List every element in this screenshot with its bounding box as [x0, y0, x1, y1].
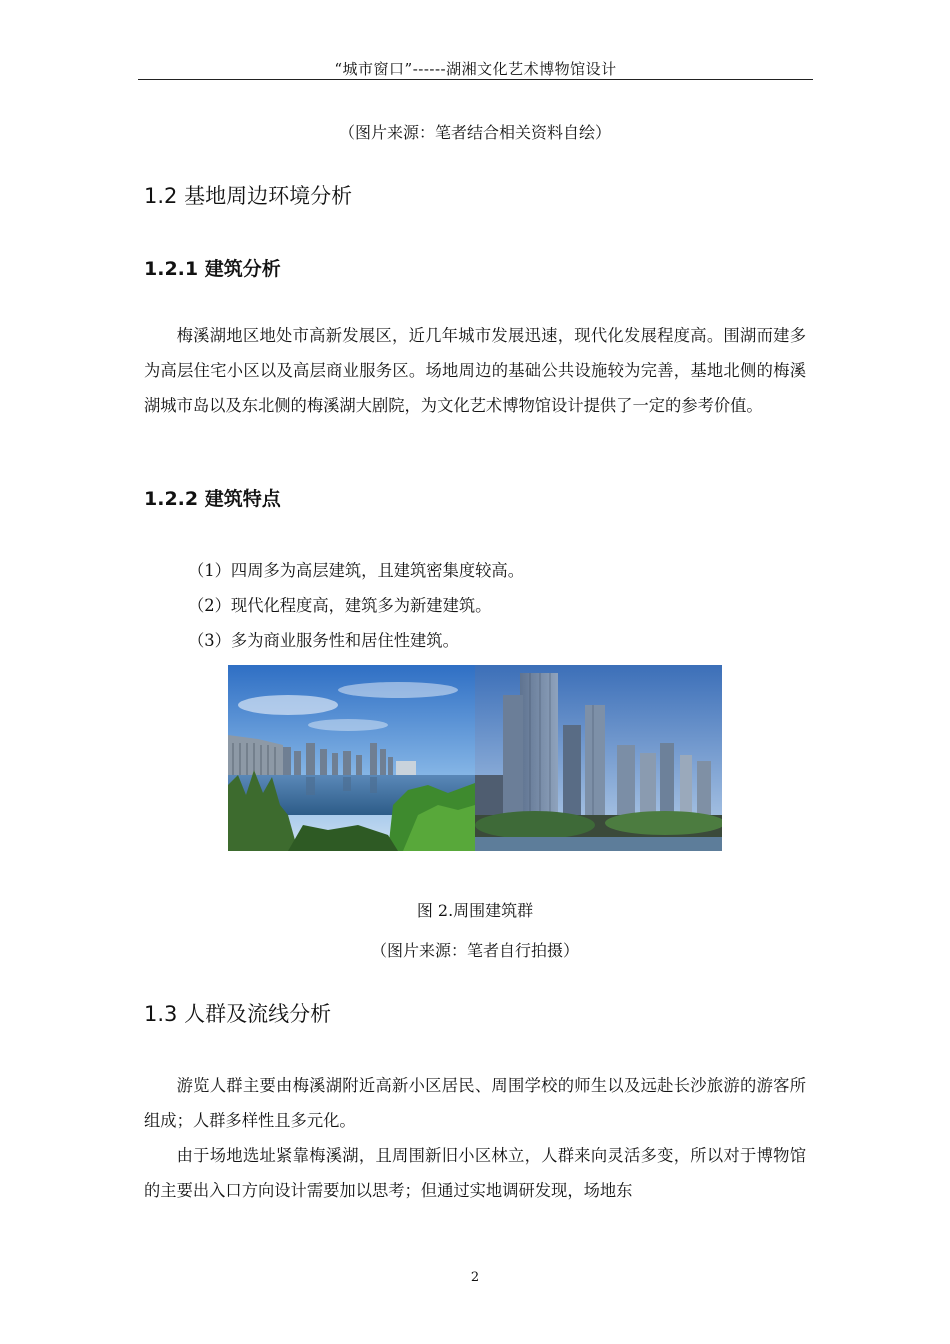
paragraph-visitors: 游览人群主要由梅溪湖附近高新小区居民、周围学校的师生以及远赴长沙旅游的游客所组成；人群多样性且多元化。 [144, 1076, 806, 1130]
high-rise-cluster-image [475, 665, 722, 851]
section-heading-1-3: 1.3 人群及流线分析 [144, 1002, 332, 1026]
figure2-source: （图片来源：笔者自行拍摄） [370, 941, 579, 960]
figure2-photos [228, 665, 722, 851]
figure2-caption: 图 2.周围建筑群 [416, 901, 534, 920]
section-heading-1-2-1: 1.2.1 建筑分析 [144, 258, 281, 280]
paragraph-building-analysis: 梅溪湖地区地处市高新发展区，近几年城市发展迅速，现代化发展程度高。围湖而建多为高层住宅小区以及高层商业服务区。场地周边的基础公共设施较为完善，基地北侧的梅溪湖城市岛以及东北侧的梅溪湖大剧院，为文化艺术博物馆设计提供了一定的参考价值。 [144, 326, 806, 415]
page-number: 2 [470, 1270, 480, 1285]
section-heading-1-2: 1.2 基地周边环境分析 [144, 184, 353, 208]
running-header: “城市窗口”------湖湘文化艺术博物馆设计 [334, 60, 617, 78]
section-heading-1-2-2: 1.2.2 建筑特点 [144, 488, 281, 510]
lake-photo [228, 665, 475, 851]
list-item: （3）多为商业服务性和居住性建筑。 [188, 631, 459, 650]
city-photo [475, 665, 722, 851]
figure1-source: （图片来源：笔者结合相关资料自绘） [338, 123, 611, 142]
list-item: （2）现代化程度高，建筑多为新建建筑。 [188, 596, 492, 615]
lake-skyline-image [228, 665, 475, 851]
list-item: （1）四周多为高层建筑，且建筑密集度较高。 [188, 561, 524, 580]
paragraph-site-entrance: 由于场地选址紧靠梅溪湖，且周围新旧小区林立，人群来向灵活多变，所以对于博物馆的主要出入口方向设计需要加以思考；但通过实地调研发现，场地东 [144, 1146, 806, 1200]
header-divider [138, 79, 813, 80]
